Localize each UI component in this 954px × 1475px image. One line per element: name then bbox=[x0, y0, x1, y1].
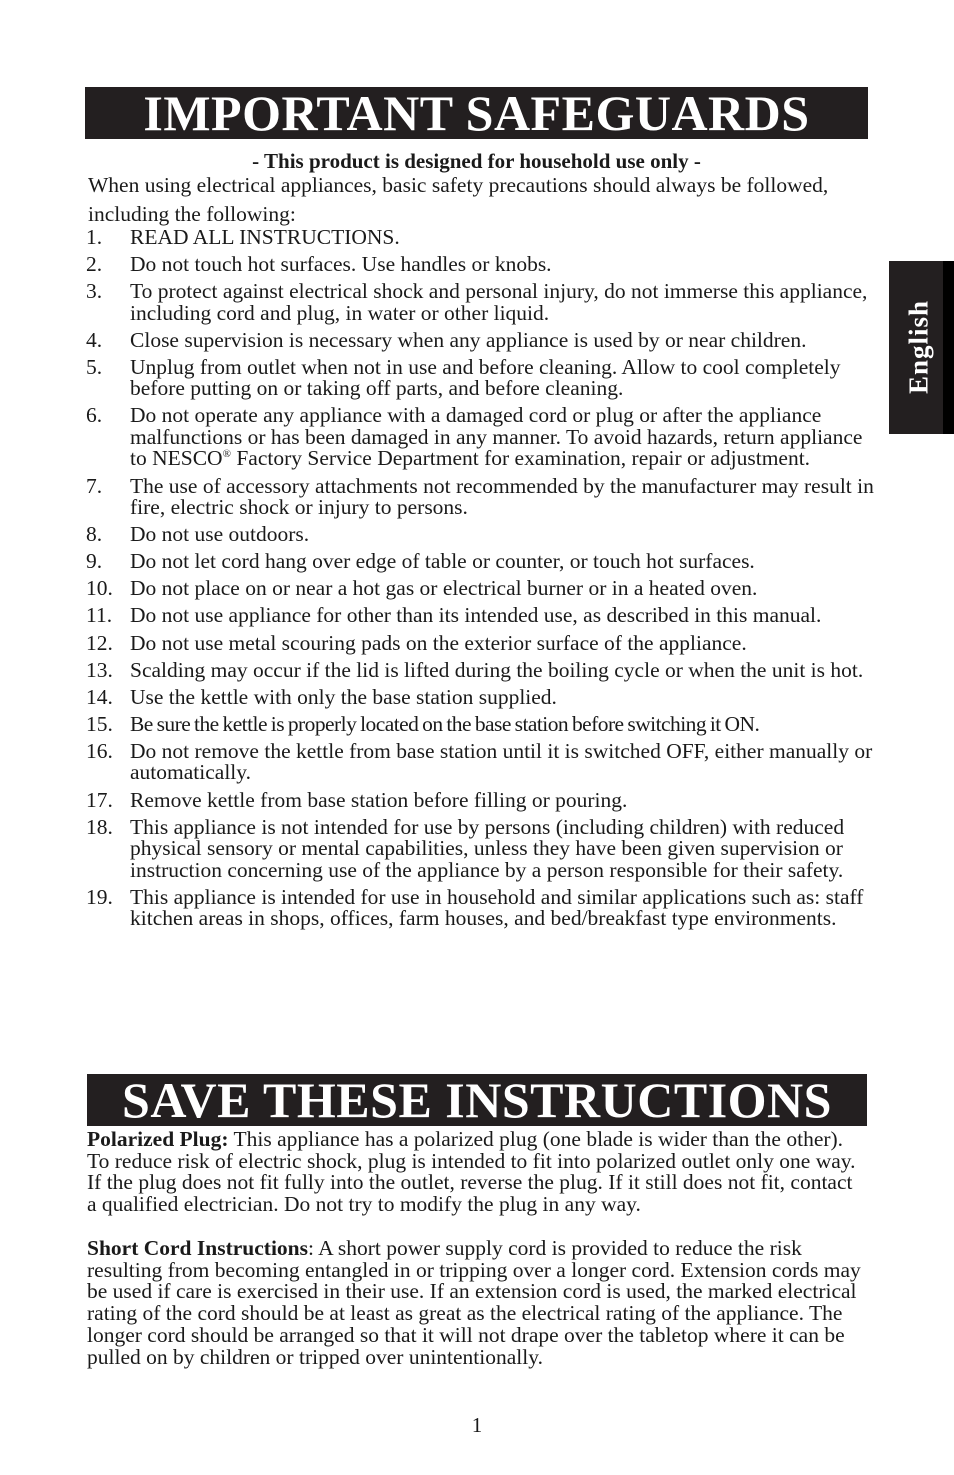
list-item: 7. The use of accessory attachments not recommended by the manufacturer may result in fire, electric shock or injury to persons. bbox=[86, 473, 874, 520]
list-item: 1. READ ALL INSTRUCTIONS. bbox=[86, 225, 400, 249]
list-item: 19. This appliance is intended for use in household and similar applications such as: staff kitchen areas in shops, offices, farm houses, and bed/breakfast type environments. bbox=[86, 884, 864, 931]
language-tab-label: English bbox=[903, 299, 934, 395]
list-item: 2. Do not touch hot surfaces. Use handles or knobs. bbox=[86, 252, 552, 277]
language-tab bbox=[889, 261, 954, 434]
list-item: 15. Be sure the kettle is properly located on the base station before switching it ON. bbox=[86, 711, 760, 736]
short-cord-label: Short Cord Instructions bbox=[87, 1236, 308, 1260]
important-safeguards-banner: IMPORTANT SAFEGUARDS bbox=[85, 87, 868, 139]
tab-edge-strip bbox=[943, 261, 954, 434]
list-item: 13. Scalding may occur if the lid is lifted during the boiling cycle or when the unit is hot. bbox=[86, 657, 864, 682]
list-item: 12. Do not use metal scouring pads on the exterior surface of the appliance. bbox=[86, 630, 747, 655]
list-item: 14. Use the kettle with only the base station supplied. bbox=[86, 684, 557, 709]
list-item: 16. Do not remove the kettle from base station until it is switched OFF, either manually or automatically. bbox=[86, 738, 873, 785]
household-use-subtitle: - This product is designed for household use only - bbox=[252, 149, 701, 173]
polarized-plug-paragraph: Polarized Plug: This appliance has a polarized plug (one blade is wider than the other). To reduce risk of electric shock, plug is intended to fit into polarized outlet only one way. If the plug does not fit fully into the outlet, reverse the plug. If it still does not fit, contact a qualified electrician. Do not try to modify the plug in any way. bbox=[87, 1127, 856, 1217]
page-number: 1 bbox=[471, 1413, 483, 1437]
list-item: 8. Do not use outdoors. bbox=[86, 522, 310, 547]
list-item: 4. Close supervision is necessary when any appliance is used by or near children. bbox=[86, 327, 807, 352]
intro-paragraph: When using electrical appliances, basic safety precautions should always be followed, including the following: bbox=[88, 173, 829, 226]
safeguards-list bbox=[86, 227, 876, 935]
list-item: 10. Do not place on or near a hot gas or electrical burner or in a heated oven. bbox=[86, 576, 758, 601]
list-item: 17. Remove kettle from base station before filling or pouring. bbox=[86, 787, 628, 812]
list-item: 9. Do not let cord hang over edge of table or counter, or touch hot surfaces. bbox=[86, 549, 755, 574]
registered-mark: ® bbox=[222, 448, 231, 461]
list-item: 18. This appliance is not intended for use by persons (including children) with reduced physical sensory or mental capabilities, unless they have been given supervision or instruction concerning use of the appliance by a person responsible for their safety. bbox=[86, 814, 845, 882]
list-item: 3. To protect against electrical shock and personal injury, do not immerse this appliance, including cord and plug, in water or other liquid. bbox=[86, 279, 868, 325]
list-item: 6. Do not operate any appliance with a damaged cord or plug or after the appliance malfunctions or has been damaged in any manner. To avoid hazards, return appliance to NESCO® Factory Service Department for examination, repair or adjustment. bbox=[86, 403, 863, 471]
list-item: 5. Unplug from outlet when not in use and before cleaning. Allow to cool completely before putting on or taking off parts, and before cleaning. bbox=[86, 354, 841, 401]
save-instructions-banner: SAVE THESE INSTRUCTIONS bbox=[87, 1074, 867, 1126]
list-item: 11. Do not use appliance for other than its intended use, as described in this manual. bbox=[86, 603, 822, 628]
polarized-plug-label: Polarized Plug: bbox=[87, 1127, 229, 1151]
short-cord-paragraph: Short Cord Instructions: A short power supply cord is provided to reduce the risk resulting from becoming entangled in or tripping over a longer cord. Extension cords may be used if care is exercised in their use. If an extension cord is used, the marked electrical rating of the cord should be at least as great as the electrical rating of the appliance. The longer cord should be arranged so that it will not drape over the tabletop where it can be pulled on by children or tripped over unintentionally. bbox=[87, 1236, 861, 1369]
